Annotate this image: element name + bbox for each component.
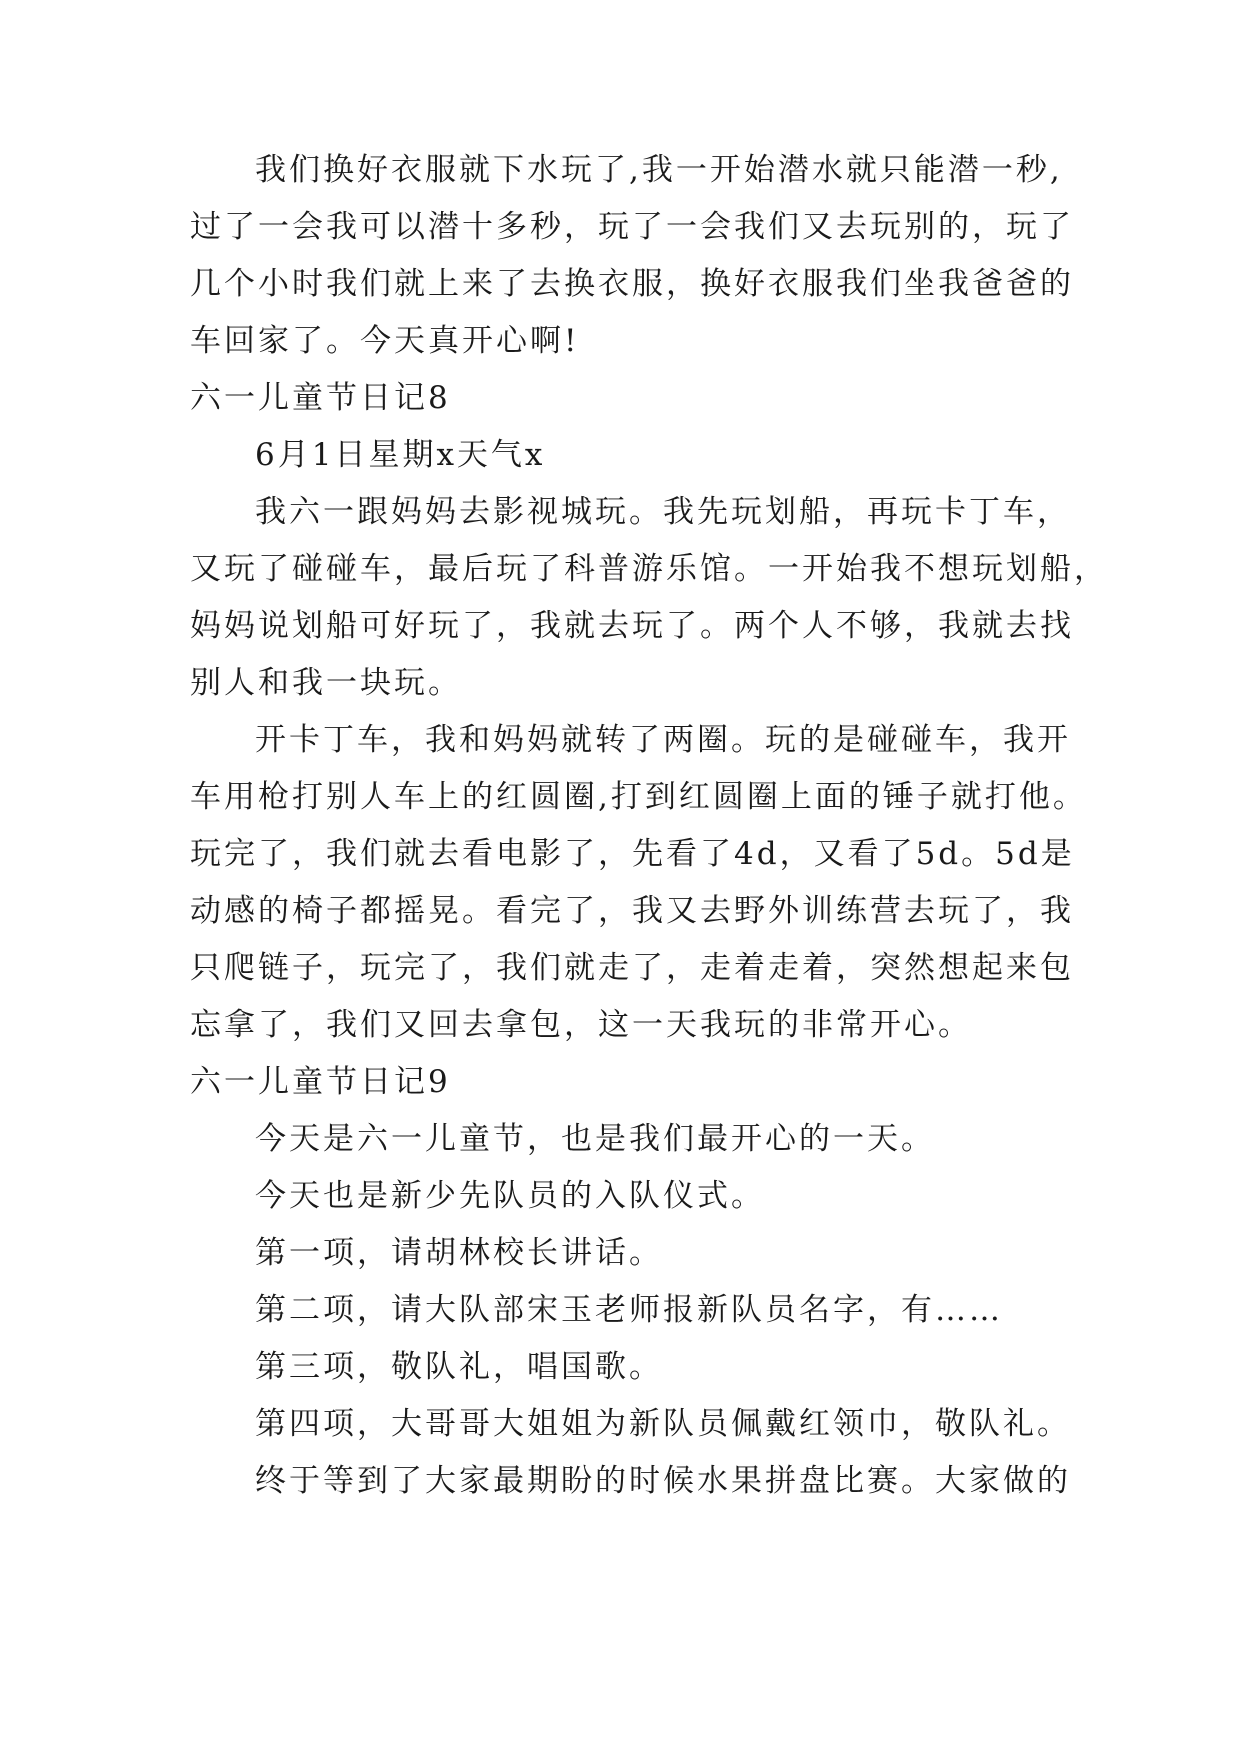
paragraph-line: 今天也是新少先队员的入队仪式。 (255, 1178, 765, 1214)
paragraph-line: 第三项，敬队礼，唱国歌。 (255, 1349, 663, 1385)
paragraph-line: 妈妈说划船可好玩了，我就去玩了。两个人不够，我就去找 (190, 608, 1074, 644)
paragraph-line: 今天是六一儿童节，也是我们最开心的一天。 (255, 1121, 935, 1157)
paragraph-line: 我们换好衣服就下水玩了,我一开始潜水就只能潜一秒, (255, 152, 1063, 188)
section-heading: 六一儿童节日记9 (190, 1064, 451, 1100)
date-line: 6月1日星期x天气x (255, 437, 546, 473)
paragraph-line: 别人和我一块玩。 (190, 665, 462, 701)
paragraph-line: 开卡丁车，我和妈妈就转了两圈。玩的是碰碰车，我开 (255, 722, 1071, 758)
paragraph-line: 过了一会我可以潜十多秒，玩了一会我们又去玩别的，玩了 (190, 209, 1074, 245)
paragraph-line: 动感的椅子都摇晃。看完了，我又去野外训练营去玩了，我 (190, 893, 1074, 929)
section-heading: 六一儿童节日记8 (190, 380, 451, 416)
paragraph-line: 几个小时我们就上来了去换衣服，换好衣服我们坐我爸爸的 (190, 266, 1074, 302)
paragraph-line: 第四项，大哥哥大姐姐为新队员佩戴红领巾，敬队礼。 (255, 1406, 1071, 1442)
paragraph-line: 终于等到了大家最期盼的时候水果拼盘比赛。大家做的 (255, 1463, 1071, 1499)
paragraph-line: 第二项，请大队部宋玉老师报新队员名字，有…… (255, 1292, 1003, 1328)
paragraph-line: 第一项，请胡林校长讲话。 (255, 1235, 663, 1271)
paragraph-line: 车回家了。今天真开心啊! (190, 323, 580, 359)
paragraph-line: 只爬链子，玩完了，我们就走了，走着走着，突然想起来包 (190, 950, 1074, 986)
paragraph-line: 我六一跟妈妈去影视城玩。我先玩划船，再玩卡丁车， (255, 494, 1071, 530)
paragraph-line: 忘拿了，我们又回去拿包，这一天我玩的非常开心。 (190, 1007, 972, 1043)
paragraph-line: 玩完了，我们就去看电影了，先看了4d，又看了5d。5d是 (190, 836, 1075, 872)
paragraph-line: 又玩了碰碰车，最后玩了科普游乐馆。一开始我不想玩划船， (190, 551, 1108, 587)
paragraph-line: 车用枪打别人车上的红圆圈,打到红圆圈上面的锤子就打他。 (190, 779, 1087, 815)
